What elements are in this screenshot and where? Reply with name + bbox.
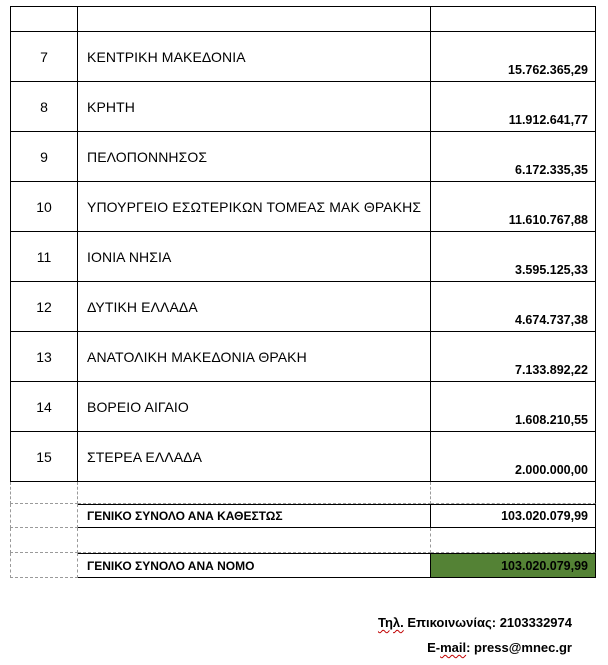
row-number: 11 <box>10 232 78 282</box>
table-row <box>10 332 596 382</box>
region-name: ΥΠΟΥΡΓΕΙΟ ΕΣΩΤΕΡΙΚΩΝ ΤΟΜΕΑΣ ΜΑΚ ΘΡΑΚΗΣ <box>78 182 431 232</box>
row-number: 10 <box>10 182 78 232</box>
regions-table <box>10 6 596 578</box>
row-number: 8 <box>10 82 78 132</box>
spacer-row <box>10 482 596 504</box>
email-text: : press@mnec.gr <box>466 640 572 655</box>
phone-prefix: Τηλ. <box>377 615 404 630</box>
email-mail-word: mail <box>440 640 467 655</box>
table-row <box>10 432 596 482</box>
table-header-row <box>10 6 596 32</box>
table-row <box>10 282 596 332</box>
total-blank-cell <box>10 504 78 528</box>
spacer-cell <box>431 528 596 553</box>
spacer-cell <box>10 528 78 553</box>
table-row <box>10 182 596 232</box>
total-by-status-amount: 103.020.079,99 <box>431 504 596 528</box>
total-blank-cell <box>10 553 78 578</box>
total-by-status-row <box>10 504 596 528</box>
spacer-row <box>10 528 596 553</box>
region-amount: 6.172.335,35 <box>431 132 596 182</box>
region-amount: 1.608.210,55 <box>431 382 596 432</box>
region-name: ΒΟΡΕΙΟ ΑΙΓΑΙΟ <box>78 382 431 432</box>
spacer-cell <box>78 528 431 553</box>
row-number: 15 <box>10 432 78 482</box>
phone-text: Επικοινωνίας: 2103332974 <box>403 615 572 630</box>
header-cell-name <box>78 6 431 32</box>
table-row <box>10 132 596 182</box>
total-by-prefecture-label: ΓΕΝΙΚΟ ΣΥΝΟΛΟ ΑΝΑ ΝΟΜΟ <box>78 553 431 578</box>
row-number: 12 <box>10 282 78 332</box>
total-by-prefecture-row <box>10 553 596 578</box>
header-cell-number <box>10 6 78 32</box>
region-amount: 4.674.737,38 <box>431 282 596 332</box>
header-cell-amount <box>431 6 596 32</box>
region-amount: 2.000.000,00 <box>431 432 596 482</box>
spacer-cell <box>431 482 596 504</box>
row-number: 13 <box>10 332 78 382</box>
region-name: ΙΟΝΙΑ ΝΗΣΙΑ <box>78 232 431 282</box>
region-amount: 15.762.365,29 <box>431 32 596 82</box>
total-by-status-label: ΓΕΝΙΚΟ ΣΥΝΟΛΟ ΑΝΑ ΚΑΘΕΣΤΩΣ <box>78 504 431 528</box>
region-amount: 11.610.767,88 <box>431 182 596 232</box>
region-name: ΚΕΝΤΡΙΚΗ ΜΑΚΕΔΟΝΙΑ <box>78 32 431 82</box>
table-row <box>10 382 596 432</box>
spacer-cell <box>10 482 78 504</box>
region-name: ΚΡΗΤΗ <box>78 82 431 132</box>
email-prefix: E- <box>427 640 441 655</box>
contact-email <box>427 640 572 655</box>
row-number: 9 <box>10 132 78 182</box>
region-amount: 7.133.892,22 <box>431 332 596 382</box>
region-name: ΣΤΕΡΕΑ ΕΛΛΑΔΑ <box>78 432 431 482</box>
table-row <box>10 82 596 132</box>
table-row <box>10 232 596 282</box>
row-number: 14 <box>10 382 78 432</box>
spacer-cell <box>78 482 431 504</box>
contact-phone <box>378 615 572 630</box>
total-by-prefecture-amount: 103.020.079,99 <box>431 553 596 578</box>
table-row <box>10 32 596 82</box>
region-name: ΔΥΤΙΚΗ ΕΛΛΑΔΑ <box>78 282 431 332</box>
region-name: ΑΝΑΤΟΛΙΚΗ ΜΑΚΕΔΟΝΙΑ ΘΡΑΚΗ <box>78 332 431 382</box>
region-amount: 11.912.641,77 <box>431 82 596 132</box>
region-amount: 3.595.125,33 <box>431 232 596 282</box>
row-number: 7 <box>10 32 78 82</box>
region-name: ΠΕΛΟΠΟΝΝΗΣΟΣ <box>78 132 431 182</box>
